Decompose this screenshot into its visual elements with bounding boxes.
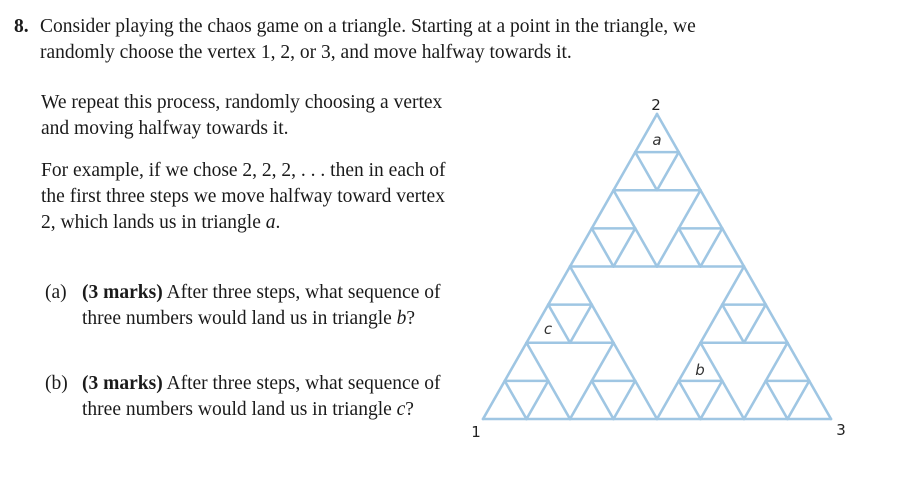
question-b-marks: (3 marks) — [82, 373, 163, 394]
triangle-edge — [701, 305, 723, 343]
triangle-edge — [809, 381, 831, 419]
triangle-edge — [570, 305, 592, 343]
example-var: a — [265, 212, 276, 233]
triangle-edge — [766, 381, 788, 419]
triangle-edge — [548, 267, 570, 305]
vertex-3-label: 3 — [836, 421, 846, 439]
triangle-edge — [483, 381, 505, 419]
vertex-2-label: 2 — [651, 96, 661, 114]
triangle-edge — [592, 381, 614, 419]
question-a-var: b — [396, 308, 407, 329]
triangle-edge — [527, 381, 549, 419]
intro-line-1 — [14, 14, 884, 40]
triangle-edge — [657, 152, 679, 190]
triangle-edge — [657, 381, 679, 419]
triangle-edge — [592, 190, 614, 228]
triangle-edge — [635, 381, 657, 419]
question-a-text: After three steps, what sequence of three numbers would land us in triangle — [82, 282, 441, 329]
triangle-edge — [679, 190, 701, 228]
question-a-end: ? — [406, 308, 416, 329]
question-a-body — [82, 280, 456, 332]
intro-text-1: Consider playing the chaos game on a triangle. Starting at a point in the triangle, we — [40, 16, 696, 37]
problem-intro — [14, 14, 884, 66]
triangle-edge — [614, 381, 636, 419]
triangle-edge — [614, 152, 636, 190]
triangle-edge — [744, 267, 766, 305]
question-a — [41, 280, 456, 332]
question-b — [41, 371, 456, 423]
question-b-label: (b) — [45, 373, 68, 394]
triangle-edge — [722, 228, 744, 266]
intro-line-2: randomly choose the vertex 1, 2, or 3, and move halfway towards it. — [40, 42, 572, 63]
question-b-var: c — [396, 399, 406, 420]
triangle-edge — [548, 381, 570, 419]
triangle-edge — [505, 381, 527, 419]
problem-number: 8. — [14, 16, 29, 37]
triangle-edge — [570, 228, 592, 266]
triangle-edge — [592, 343, 614, 381]
triangle-edge — [679, 152, 701, 190]
triangle-edge — [614, 190, 636, 228]
sierpinski-lines — [483, 114, 831, 419]
triangle-edge — [614, 228, 636, 266]
paragraph-example — [41, 158, 456, 236]
triangle-edge — [701, 190, 723, 228]
triangle-edge — [722, 305, 744, 343]
triangle-edge — [592, 305, 614, 343]
question-b-body — [82, 371, 456, 423]
triangle-edge — [635, 152, 657, 190]
triangle-edge — [788, 381, 810, 419]
vertex-1-label: 1 — [471, 423, 481, 441]
triangle-c-label: c — [543, 320, 553, 338]
question-b-end: ? — [405, 399, 414, 420]
triangle-edge — [788, 343, 810, 381]
triangle-edge — [614, 343, 636, 381]
triangle-edge — [657, 228, 679, 266]
sierpinski-diagram — [470, 86, 870, 446]
paragraph-repeat: We repeat this process, randomly choosing a vertex and moving halfway towards it. — [41, 92, 443, 139]
example-end: . — [275, 212, 281, 233]
triangle-edge — [570, 381, 592, 419]
question-a-marks: (3 marks) — [82, 282, 163, 303]
example-text: For example, if we chose 2, 2, 2, . . . then in each of the first three steps we move halfway toward vertex 2, which lands us in triangle — [41, 160, 446, 233]
triangle-edge — [679, 228, 701, 266]
triangle-edge — [766, 305, 788, 343]
triangle-edge — [744, 305, 766, 343]
triangle-edge — [635, 228, 657, 266]
triangle-edge — [701, 381, 723, 419]
triangle-b-label: b — [695, 361, 705, 379]
triangle-a-label: a — [652, 131, 662, 149]
triangle-edge — [701, 228, 723, 266]
triangle-edge — [679, 381, 701, 419]
triangle-edge — [766, 343, 788, 381]
triangle-edge — [722, 267, 744, 305]
triangle-edge — [744, 381, 766, 419]
triangle-edge — [592, 228, 614, 266]
triangle-edge — [505, 343, 527, 381]
triangle-edge — [570, 267, 592, 305]
triangle-edge — [527, 343, 549, 381]
question-a-label: (a) — [45, 282, 67, 303]
question-b-text: After three steps, what sequence of three numbers would land us in triangle — [82, 373, 441, 420]
triangle-edge — [722, 381, 744, 419]
